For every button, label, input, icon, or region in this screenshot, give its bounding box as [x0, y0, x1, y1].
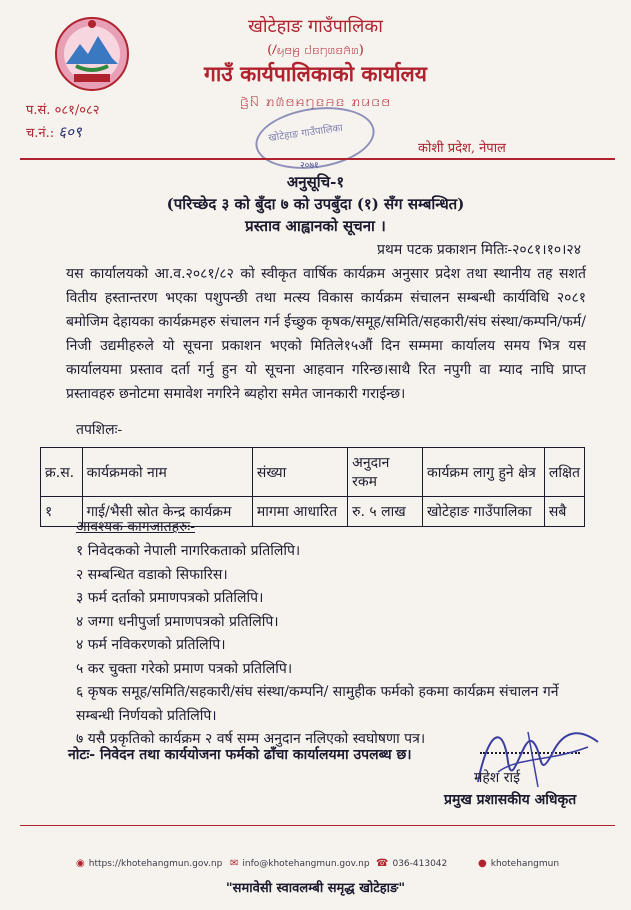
footer-phone	[376, 858, 447, 869]
cell-area: खोटेहाङ गाउँपालिका	[422, 497, 544, 527]
reference-fiscal-year	[26, 100, 100, 118]
office-name: गाउँ कार्यपालिकाको कार्यालय	[204, 61, 427, 86]
ref-cn-label: च.नं.:	[26, 126, 55, 141]
col-quantity: संख्या	[252, 448, 347, 497]
table-header-row	[41, 448, 585, 497]
municipality-name-kirati: (ꤷꤟꤥꤌ꤬ ꤇ꤢꤚꤛꤢꤏꤨꤛ)	[267, 43, 364, 58]
municipality-slogan: "समावेसी स्वावलम्बी समृद्ध खोटेहाङ"	[225, 881, 406, 896]
publication-date: प्रथम पटक प्रकाशन मितिः-२०८१।१०।२४	[376, 242, 581, 258]
dispatch-number	[26, 122, 82, 142]
header-divider	[20, 158, 615, 160]
list-item: ७ यसै प्रकृतिको कार्यक्रम २ वर्ष सम्म अनुदान नलिएको स्वघोषणा पत्र।	[76, 731, 426, 747]
email-text: info@khotehangmun.gov.np	[242, 859, 370, 869]
cell-grant-amount: रु. ५ लाख	[348, 497, 423, 527]
website-text: https://khotehangmun.gov.np	[88, 859, 223, 869]
signatory-name: महेश राई	[474, 770, 521, 786]
facebook-icon: ●	[478, 858, 487, 869]
list-item: २ सम्बन्धित वडाको सिफारिस।	[76, 566, 228, 583]
list-item: ५ कर चुक्ता गरेको प्रमाण पत्रको प्रतिलिपि।	[76, 660, 293, 677]
footer-divider	[20, 825, 615, 826]
required-documents-title: आवश्यक कागजातहरुः-	[76, 519, 195, 535]
note-text: नोटः- निवेदन तथा कार्ययोजना फर्मको ढाँचा कार्यालयमा उपलब्ध छ।	[68, 747, 412, 763]
cell-target: सबै	[544, 497, 584, 527]
municipality-name: खोटेहाङ गाउँपालिका	[248, 16, 383, 37]
cell-quantity: मागमा आधारित	[252, 497, 347, 527]
mail-icon: ✉	[230, 858, 239, 869]
cell-serial: १	[41, 497, 83, 527]
ref-cn-value: ६०९	[58, 123, 82, 141]
list-item: ४ फर्म नविकरणको प्रतिलिपि।	[76, 637, 226, 653]
province-address: कोशी प्रदेश, नेपाल	[418, 141, 506, 156]
list-item: ३ फर्म दर्ताको प्रमाणपत्रको प्रतिलिपि।	[76, 590, 264, 606]
cell-program-name: गाई/भैसी स्रोत केन्द्र कार्यक्रम	[82, 497, 252, 527]
globe-icon: ◉	[76, 858, 85, 869]
list-item: ६ कृषक समूह/समिति/सहकारी/संघ संस्था/कम्पनि/ सामुहीक फर्मको हकमा कार्यक्रम संचालन गर्ने सम्बन्धी निर्णयको प्रतिलिपि।	[76, 684, 559, 724]
annex-title: अनुसूचि-१	[286, 173, 345, 191]
stamp-year: २०७१	[300, 161, 319, 171]
reference-line: (परिच्छेद ३ को बुँदा ७ को उपबुँदा (१) सँग सम्बन्धित)	[166, 195, 465, 213]
stamp-text: खोटेहाङ गाउँपालिका	[267, 122, 344, 145]
notice-title: प्रस्ताव आह्वानको सूचना ।	[245, 217, 386, 235]
ref-ps-label: प.सं.	[26, 103, 51, 118]
footer-email[interactable]	[230, 858, 370, 869]
handwritten-signature	[468, 712, 608, 802]
footer-website[interactable]	[76, 858, 222, 869]
col-program-name: कार्यक्रमको नाम	[82, 448, 252, 497]
col-serial: क्र.स.	[41, 448, 83, 497]
phone-icon: ☎	[376, 858, 389, 869]
phone-text: 036-413042	[392, 859, 448, 869]
col-area: कार्यक्रम लागु हुने क्षेत्र	[422, 448, 544, 497]
col-target: लक्षित	[544, 448, 584, 497]
col-grant-amount: अनुदान रकम	[348, 448, 423, 497]
program-table	[40, 447, 585, 527]
signatory-title: प्रमुख प्रशासकीय अधिकृत	[444, 792, 577, 808]
ref-ps-value: ०८१/०८२	[54, 103, 100, 118]
office-name-kirati: ꤞꤧꤡ ꤊꤛꤩꤥꤌꤚꤢꤏꤢ ꤊꤣꤍꤥ	[239, 92, 392, 110]
footer-facebook[interactable]	[478, 858, 559, 869]
facebook-text: khotehangmun	[490, 859, 560, 869]
list-item: १ निवेदकको नेपाली नागरिकताको प्रतिलिपि।	[76, 543, 301, 559]
list-item: ४ जग्गा धनीपुर्जा प्रमाणपत्रको प्रतिलिपि।	[76, 613, 279, 630]
notice-body: यस कार्यालयको आ.व.२०८१/८२ को स्वीकृत वार्षिक कार्यक्रम अनुसार प्रदेश तथा स्थानीय तह सशर्त वितीय हस्तान्तरण भएका पशुपन्छी तथा मत्स्य विकास कार्यक्रम संचालन सम्बन्धी कार्यविधि २०८१ बमोजिम देहायका कार्यक्रमहरु संचालन गर्न ईच्छुक कृषक/समूह/समिति/सहकारी/संघ संस्था/कम्पनि/फर्म/निजी उद्यमीहरुले यो सूचना प्रकाशन भएको मितिले१५औं दिन सम्ममा कार्यालय समय भित्र यस कार्यालयमा प्रस्ताव दर्ता गर्नु हुन यो सूचना आहवान गरिन्छ।साथै रित नपुगी वा म्याद नाघि प्राप्त प्रस्तावहरु छनोटमा समावेश नगरिने ब्यहोरा समेत जानकारी गराईन्छ।	[66, 266, 586, 402]
details-label: तपशिलः-	[76, 422, 123, 438]
